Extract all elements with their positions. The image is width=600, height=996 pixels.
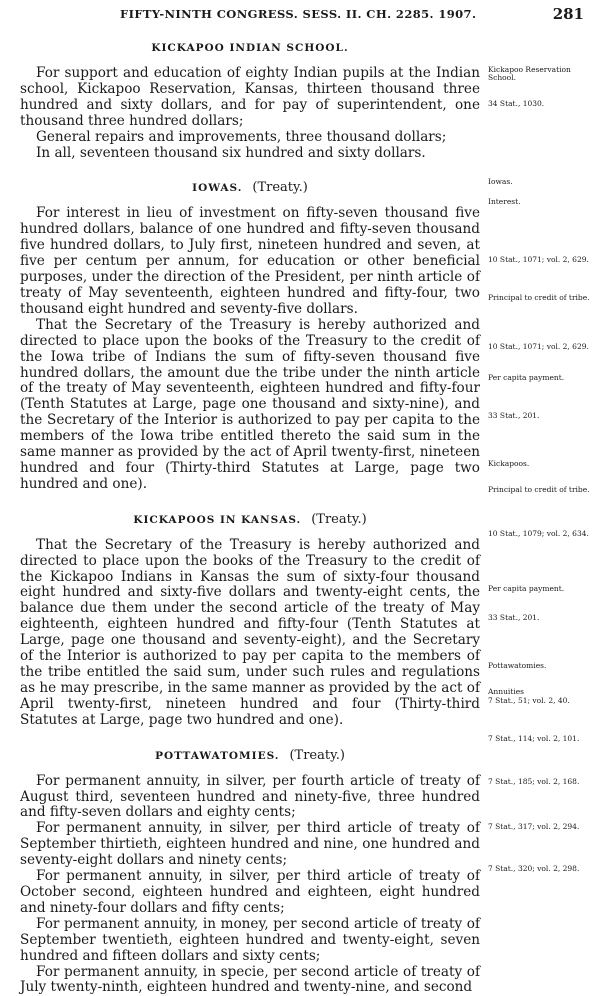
section-heading-kickapoo-school: KICKAPOO INDIAN SCHOOL. [20, 34, 480, 62]
margin-note: 34 Stat., 1030. [488, 100, 544, 108]
page-header [0, 7, 600, 27]
margin-note: 10 Stat., 1071; vol. 2, 629. [488, 343, 589, 351]
margin-note: Interest. [488, 198, 521, 206]
paragraph: For permanent annuity, in silver, per third article of treaty of September thirtieth, eighteen hundred and nine, one hundred and seventy-eight dollars and ninety cents; [20, 821, 480, 869]
treaty-label: (Treaty.) [311, 512, 366, 527]
margin-note: 7 Stat., 317; vol. 2, 294. [488, 823, 579, 831]
margin-note: Pottawatomies. [488, 662, 546, 670]
paragraph: For permanent annuity, in silver, per fourth article of treaty of August third, seventeen hundred and ninety-five, three hundred and fifty-seven dollars and eighty cents; [20, 774, 480, 822]
margin-note: 33 Stat., 201. [488, 614, 539, 622]
treaty-label: (Treaty.) [252, 180, 307, 195]
margin-note: Kickapoo Reservation School. [488, 66, 593, 83]
margin-note: 7 Stat., 320; vol. 2, 298. [488, 865, 579, 873]
paragraph: For interest in lieu of investment on fifty-seven thousand five hundred dollars, balance of one hundred and fifty-seven thousand five hundred dollars, to July first, nineteen hundred and seven, at five per centum per annum, for education or other beneficial purposes, under the direction of the President, per ninth article of treaty of May seventeenth, eighteen hundred and fifty-four, two thousand eight hundred and seventy-five dollars. [20, 206, 480, 317]
section-heading-pottawatomies: POTTAWATOMIES. (Treaty.) [20, 742, 480, 770]
margin-note: 10 Stat., 1071; vol. 2, 629. [488, 256, 589, 264]
margin-note: Annuities [488, 688, 524, 696]
paragraph: For permanent annuity, in specie, per second article of treaty of July twenty-ninth, eighteen hundred and twenty-nine, and second [20, 965, 480, 996]
paragraph: For support and education of eighty Indian pupils at the Indian school, Kickapoo Reservation, Kansas, thirteen thousand three hundred and sixty dollars, and for pay of superintendent, one thousand three hundred dollars; [20, 66, 480, 130]
margin-note: Per capita payment. [488, 374, 564, 382]
running-head: FIFTY-NINTH CONGRESS. SESS. II. CH. 2285. 1907. [120, 7, 476, 21]
treaty-label: (Treaty.) [289, 748, 344, 763]
margin-note: Kickapoos. [488, 460, 529, 468]
paragraph: For permanent annuity, in silver, per third article of treaty of October second, eighteen hundred and eighteen, eight hundred and ninety-four dollars and fifty cents; [20, 869, 480, 917]
paragraph: That the Secretary of the Treasury is hereby authorized and directed to place upon the books of the Treasury to the credit of the Iowa tribe of Indians the sum of fifty-seven thousand five hundred dollars, the amount due the tribe under the ninth article of the treaty of May seventeenth, eighteen hundred and fifty-four (Tenth Statutes at Large, page one thousand and sixty-nine), and the Secretary of the Interior is authorized to pay per capita to the members of the Iowa tribe entitled thereto the said sum in the same manner as provided by the act of April twenty-first, nineteen hundred and four (Thirty-third Statutes at Large, page two hundred and one). [20, 318, 480, 493]
paragraph: That the Secretary of the Treasury is hereby authorized and directed to place upon the books of the Treasury to the credit of the Kickapoo Indians in Kansas the sum of sixty-four thousand eight hundred and sixty-five dollars and twenty-eight cents, the balance due them under the second article of the treaty of May eighteenth, eighteen hundred and fifty-four (Tenth Statutes at Large, page one thousand and seventy-eight), and the Secretary of the Interior is authorized to pay per capita to the members of the tribe entitled the said sum, under such rules and regulations as he may prescribe, in the same manner as provided by the act of April twenty-first, nineteen hundred and four (Thirty-third Statutes at Large, page two hundred and one). [20, 538, 480, 729]
main-text [20, 30, 480, 996]
margin-note: Principal to credit of tribe. [488, 294, 590, 302]
section-heading-kickapoos-kansas: KICKAPOOS IN KANSAS. (Treaty.) [20, 506, 480, 534]
margin-note: Principal to credit of tribe. [488, 486, 590, 494]
margin-note: 7 Stat., 114; vol. 2, 101. [488, 735, 579, 743]
margin-note: 10 Stat., 1079; vol. 2, 634. [488, 530, 589, 538]
margin-note: 7 Stat., 51; vol. 2, 40. [488, 697, 570, 705]
margin-note: 33 Stat., 201. [488, 412, 539, 420]
page-number: 281 [553, 5, 584, 23]
paragraph: General repairs and improvements, three thousand dollars; [20, 130, 480, 146]
margin-note: Per capita payment. [488, 585, 564, 593]
section-heading-iowas: IOWAS. (Treaty.) [20, 174, 480, 202]
paragraph: For permanent annuity, in money, per second article of treaty of September twentieth, eighteen hundred and twenty-eight, seven hundred and fifteen dollars and sixty cents; [20, 917, 480, 965]
margin-note: Iowas. [488, 178, 513, 186]
paragraph: In all, seventeen thousand six hundred and sixty dollars. [20, 146, 480, 162]
margin-note: 7 Stat., 185; vol. 2, 168. [488, 778, 579, 786]
